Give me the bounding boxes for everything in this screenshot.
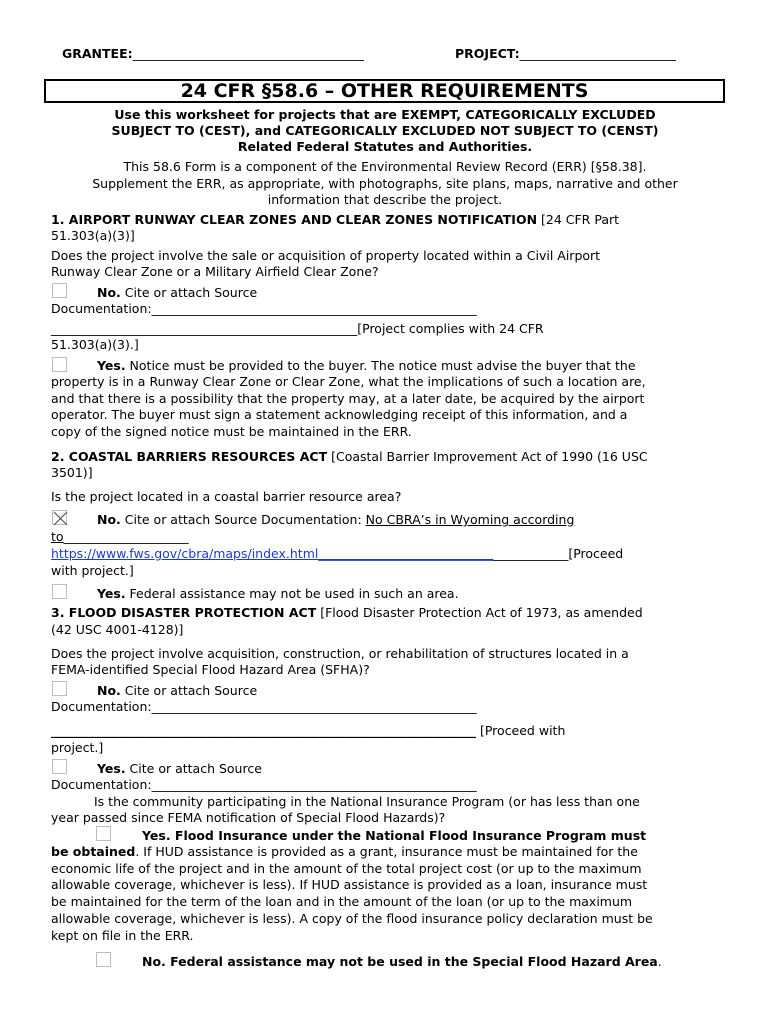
section1-yes-text-1: Notice must be provided to the buyer. The notice must advise the buyer that the bbox=[125, 358, 636, 373]
nip-yes-text-1: . If HUD assistance is provided as a grant, insurance must be maintained for the bbox=[135, 844, 638, 859]
nip-question-2: year passed since FEMA notification of Special Flood Hazards)? bbox=[51, 810, 446, 825]
section1-yes-checkbox[interactable] bbox=[52, 357, 67, 372]
section2-no-blank: ____________________ bbox=[63, 529, 189, 544]
nip-question-1: Is the community participating in the National Insurance Program (or has less than one bbox=[94, 794, 640, 809]
nip-yes-heading: Yes. Flood Insurance under the National Flood Insurance Program must bbox=[142, 828, 647, 843]
section1-question-1: Does the project involve the sale or acquisition of property located within a Civil Airport bbox=[51, 248, 601, 263]
section1-no-checkbox[interactable] bbox=[52, 283, 67, 298]
nip-yes-line-1 bbox=[51, 844, 638, 860]
intro-line-3: information that describe the project. bbox=[267, 192, 503, 207]
project-label: PROJECT: bbox=[455, 46, 520, 61]
section3-no-label: No. bbox=[97, 683, 121, 698]
section3-no-documentation[interactable]: Documentation:____________________________________________________ bbox=[51, 699, 477, 714]
section3-yes-text: Cite or attach Source bbox=[125, 761, 262, 776]
section2-no-checkbox[interactable] bbox=[52, 510, 67, 525]
section1-citation: [24 CFR Part bbox=[537, 212, 620, 227]
section1-no-compliance: _________________________________________________[Project complies with 24 CFR bbox=[51, 321, 544, 336]
section2-proceed-cont: with project.] bbox=[51, 563, 134, 578]
section2-no-answer: No CBRA’s in Wyoming according bbox=[365, 512, 575, 527]
section1-heading: 1. AIRPORT RUNWAY CLEAR ZONES AND CLEAR ZONES NOTIFICATION bbox=[51, 212, 538, 227]
section1-no-option bbox=[97, 285, 257, 301]
nip-yes-text-5: allowable coverage, whichever is less). A copy of the flood insurance policy declaration must be bbox=[51, 911, 653, 926]
section3-citation: [Flood Disaster Protection Act of 1973, as amended bbox=[316, 605, 643, 620]
nip-no-text: No. Federal assistance may not be used in the Special Flood Hazard Area bbox=[142, 954, 658, 969]
section3-question-1: Does the project involve acquisition, construction, or rehabilitation of structures located in a bbox=[51, 646, 629, 661]
nip-yes-text-2: economic life of the project and in the amount of the total project cost (or up to the maximum bbox=[51, 861, 642, 876]
intro-bold-2: SUBJECT TO (CEST), and CATEGORICALLY EXCLUDED NOT SUBJECT TO (CENST) bbox=[111, 123, 659, 138]
page-title: 24 CFR §58.6 – OTHER REQUIREMENTS bbox=[44, 79, 725, 103]
section3-no-option bbox=[97, 683, 257, 699]
nip-yes-heading-cont: be obtained bbox=[51, 844, 136, 859]
section1-heading-line bbox=[51, 212, 619, 228]
intro-bold-3: Related Federal Statutes and Authorities. bbox=[237, 139, 533, 154]
section1-no-text: Cite or attach Source bbox=[120, 285, 258, 300]
section1-question-2: Runway Clear Zone or a Military Airfield Clear Zone? bbox=[51, 264, 379, 279]
section3-yes-checkbox[interactable] bbox=[52, 759, 67, 774]
section2-citation-cont: 3501)] bbox=[51, 465, 93, 480]
section1-yes-text-5: copy of the signed notice must be maintained in the ERR. bbox=[51, 424, 412, 439]
section2-yes-checkbox[interactable] bbox=[52, 584, 67, 599]
section3-citation-cont: (42 USC 4001-4128)] bbox=[51, 622, 184, 637]
nip-no-checkbox[interactable] bbox=[96, 952, 111, 967]
section1-yes-text-4: operator. The buyer must sign a statement acknowledging receipt of this information, and a bbox=[51, 407, 628, 422]
section3-heading-line bbox=[51, 605, 643, 621]
grantee-blank[interactable]: _____________________________________ bbox=[132, 46, 364, 61]
section2-yes-text: Federal assistance may not be used in such an area. bbox=[125, 586, 459, 601]
section3-no-blank[interactable]: ____________________________________________________________________ bbox=[51, 723, 476, 738]
section3-question-2: FEMA-identified Special Flood Hazard Area (SFHA)? bbox=[51, 662, 370, 677]
section2-yes-label: Yes. bbox=[97, 586, 126, 601]
section1-yes-option bbox=[97, 358, 636, 374]
nip-no-tail: . bbox=[657, 954, 662, 969]
section2-yes-option bbox=[97, 586, 459, 602]
section2-no-label: No. bbox=[97, 512, 121, 527]
nip-yes-text-6: kept on file in the ERR. bbox=[51, 928, 194, 943]
link-blank: ____________________________ bbox=[318, 546, 494, 561]
nip-yes-text-3: allowable coverage, whichever is less). If HUD assistance is provided as a loan, insurance must bbox=[51, 877, 648, 892]
intro-line-1: This 58.6 Form is a component of the Environmental Review Record (ERR) [§58.38]. bbox=[123, 159, 647, 174]
cbra-maps-link[interactable]: https://www.fws.gov/cbra/maps/index.html bbox=[51, 546, 319, 561]
section3-no-proceed: [Proceed with bbox=[476, 723, 566, 738]
section3-no-proceed-cont: project.] bbox=[51, 740, 104, 755]
nip-yes-checkbox[interactable] bbox=[96, 826, 111, 841]
section3-heading: 3. FLOOD DISASTER PROTECTION ACT bbox=[51, 605, 317, 620]
section2-no-answer-to: to bbox=[51, 529, 64, 544]
section1-yes-text-2: property is in a Runway Clear Zone or Clear Zone, what the implications of such a location are, bbox=[51, 374, 646, 389]
section1-no-label: No. bbox=[97, 285, 121, 300]
section1-no-documentation[interactable]: Documentation:____________________________________________________ bbox=[51, 301, 477, 316]
section3-yes-documentation[interactable]: Documentation:____________________________________________________ bbox=[51, 777, 477, 792]
section3-no-checkbox[interactable] bbox=[52, 681, 67, 696]
section3-no-proceed-line bbox=[51, 723, 565, 739]
section1-no-compliance-cont: 51.303(a)(3).] bbox=[51, 337, 139, 352]
section1-yes-text-3: and that there is a possibility that the property may, at a later date, be acquired by the airport bbox=[51, 391, 645, 406]
section3-yes-option bbox=[97, 761, 262, 777]
section2-heading-line bbox=[51, 449, 648, 465]
section2-tail-blank: ____________ bbox=[493, 546, 569, 561]
section2-no-text: Cite or attach Source Documentation: bbox=[120, 512, 366, 527]
section2-link-line bbox=[51, 546, 623, 562]
intro-bold-1: Use this worksheet for projects that are EXEMPT, CATEGORICALLY EXCLUDED bbox=[114, 107, 656, 122]
section1-citation-cont: 51.303(a)(3)] bbox=[51, 228, 135, 243]
check-x-icon bbox=[53, 511, 68, 526]
section2-heading: 2. COASTAL BARRIERS RESOURCES ACT bbox=[51, 449, 328, 464]
section3-no-text: Cite or attach Source bbox=[120, 683, 258, 698]
grantee-field[interactable] bbox=[62, 46, 364, 62]
nip-yes-text-4: be maintained for the term of the loan and in the amount of the loan (or up to the maximum bbox=[51, 894, 633, 909]
intro-line-2: Supplement the ERR, as appropriate, with photographs, site plans, maps, narrative and other bbox=[92, 176, 678, 191]
section3-yes-label: Yes. bbox=[97, 761, 126, 776]
section2-question: Is the project located in a coastal barrier resource area? bbox=[51, 489, 402, 504]
section1-yes-label: Yes. bbox=[97, 358, 126, 373]
nip-no-option bbox=[142, 954, 662, 970]
section2-proceed: [Proceed bbox=[568, 546, 624, 561]
section2-no-option bbox=[97, 512, 574, 528]
grantee-label: GRANTEE: bbox=[62, 46, 133, 61]
project-field[interactable] bbox=[455, 46, 676, 62]
section2-no-answer-cont bbox=[51, 529, 189, 545]
section2-citation: [Coastal Barrier Improvement Act of 1990 (16 USC bbox=[327, 449, 648, 464]
project-blank[interactable]: _________________________ bbox=[519, 46, 676, 61]
